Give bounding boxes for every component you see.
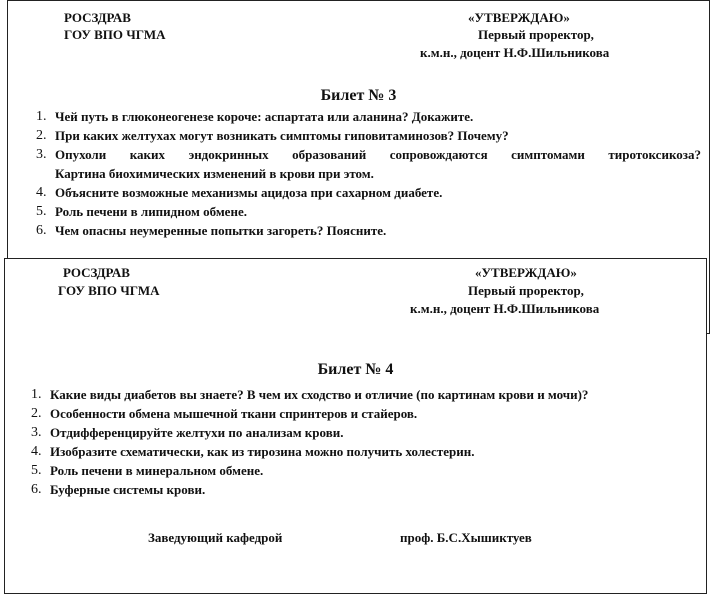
question-item — [31, 461, 701, 480]
question-list — [36, 107, 701, 240]
ticket-4 — [4, 258, 707, 594]
org-institution: ГОУ ВПО ЧГМА — [58, 283, 160, 298]
head-label: Заведующий кафедрой — [148, 530, 283, 545]
question-item — [36, 202, 701, 221]
question-item — [31, 404, 701, 423]
question-text: Роль печени в минеральном обмене. — [50, 463, 264, 478]
approve-role: Первый проректор, — [478, 27, 594, 42]
question-number: 4. — [36, 185, 47, 200]
question-item — [36, 107, 701, 126]
question-text: Объясните возможные механизмы ацидоза при сахарном диабете. — [55, 185, 443, 200]
question-number: 6. — [31, 482, 42, 497]
question-text: Особенности обмена мышечной ткани спринтеров и стайеров. — [50, 406, 418, 421]
question-number: 3. — [31, 425, 42, 440]
org-institution: ГОУ ВПО ЧГМА — [64, 27, 166, 42]
question-text: Чем опасны неумеренные попытки загореть? Поясните. — [55, 223, 387, 238]
org-name: РОСЗДРАВ — [63, 265, 130, 280]
ticket-title: Билет № 3 — [320, 87, 397, 104]
approve-label: «УТВЕРЖДАЮ» — [468, 10, 570, 25]
question-item — [36, 145, 701, 183]
approve-label: «УТВЕРЖДАЮ» — [475, 265, 577, 280]
question-item — [31, 442, 701, 461]
question-item — [31, 480, 701, 499]
question-item — [36, 126, 701, 145]
question-list — [31, 385, 701, 499]
question-number: 1. — [36, 109, 47, 124]
question-text: Отдифференцируйте желтухи по анализам крови. — [50, 425, 344, 440]
question-text: Изобразите схематически, как из тирозина можно получить холестерин. — [50, 444, 475, 459]
question-item — [36, 183, 701, 202]
question-number: 2. — [36, 128, 47, 143]
question-number: 5. — [31, 463, 42, 478]
question-number: 2. — [31, 406, 42, 421]
approve-name: к.м.н., доцент Н.Ф.Шильникова — [410, 301, 600, 316]
question-item — [31, 385, 701, 404]
question-text: Какие виды диабетов вы знаете? В чем их сходство и отличие (по картинам крови и мочи)? — [50, 387, 589, 402]
approve-name: к.м.н., доцент Н.Ф.Шильникова — [420, 45, 610, 60]
question-text: Роль печени в липидном обмене. — [55, 204, 247, 219]
question-number: 1. — [31, 387, 42, 402]
question-text-line1: Опухоли каких эндокринных образований сопровождаются симптомами тиротоксикоза? — [55, 147, 701, 162]
question-number: 5. — [36, 204, 47, 219]
question-text-line2: Картина биохимических изменений в крови при этом. — [55, 166, 374, 181]
question-text: Буферные системы крови. — [50, 482, 206, 497]
question-number: 3. — [36, 147, 47, 162]
question-item — [31, 423, 701, 442]
question-number: 6. — [36, 223, 47, 238]
approve-role: Первый проректор, — [468, 283, 584, 298]
question-item — [36, 221, 701, 240]
question-text: При каких желтухах могут возникать симптомы гиповитаминозов? Почему? — [55, 128, 509, 143]
question-text: Чей путь в глюконеогенезе короче: аспартата или аланина? Докажите. — [55, 109, 474, 124]
org-name: РОСЗДРАВ — [64, 10, 131, 25]
head-name: проф. Б.С.Хышиктуев — [400, 530, 532, 545]
ticket-title: Билет № 4 — [317, 361, 394, 378]
question-number: 4. — [31, 444, 42, 459]
